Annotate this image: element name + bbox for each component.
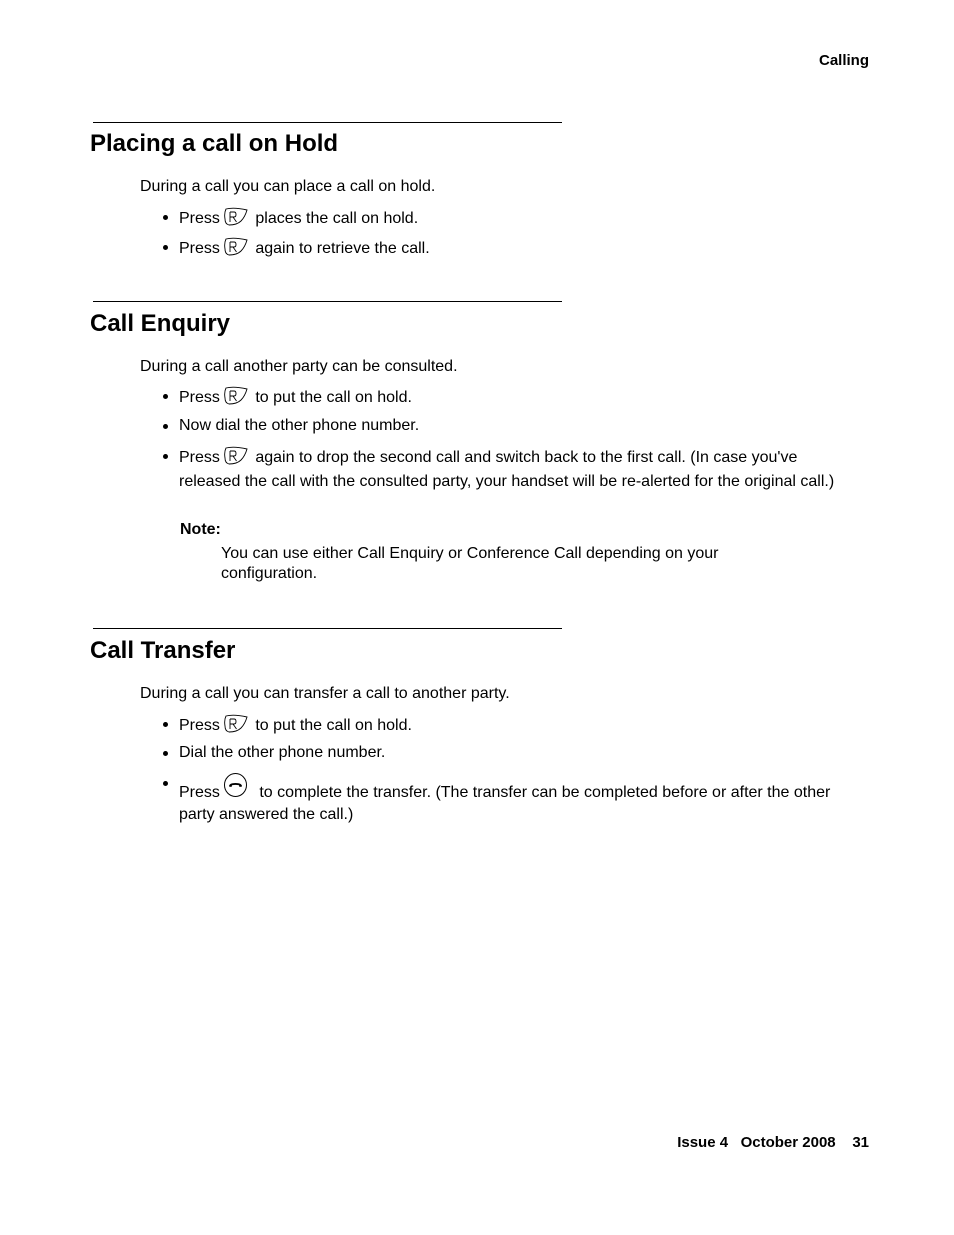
bullet-text: Dial the other phone number.: [179, 744, 386, 761]
list-item: [179, 237, 849, 263]
bullet-prefix: Press: [179, 784, 220, 801]
list-item: [179, 416, 849, 436]
section-title-hold: Placing a call on Hold: [90, 130, 339, 157]
bullet-prefix: Press: [179, 240, 220, 257]
section-rule: [93, 628, 562, 629]
r-key-icon: [223, 207, 249, 233]
list-item: [179, 207, 849, 233]
note-text: You can use either Call Enquiry or Conference Call depending on your configuration.: [221, 545, 719, 582]
r-key-icon: [223, 386, 249, 412]
r-key-icon: [223, 446, 249, 472]
bullet-text: again to drop the second call and switch back to the first call. (In case you've released the call with the consulted party, your handset will be re-alerted for the original call.): [179, 449, 835, 490]
bullet-text: to complete the transfer. (The transfer can be completed before or after the other party answered the call.): [179, 784, 831, 823]
list-item: [179, 743, 849, 763]
r-key-icon: [223, 237, 249, 263]
list-item: [179, 386, 849, 412]
list-item: [179, 773, 849, 825]
section-intro: During a call you can transfer a call to another party.: [140, 685, 510, 702]
end-call-key-icon: [223, 773, 249, 805]
bullet-text: places the call on hold.: [255, 210, 419, 227]
footer-issue: Issue 4: [677, 1134, 729, 1151]
list-item: [179, 714, 849, 740]
section-title-transfer: Call Transfer: [90, 637, 236, 664]
bullet-text: to put the call on hold.: [255, 717, 412, 734]
note-label: Note:: [180, 521, 221, 538]
section-intro: During a call another party can be consulted.: [140, 358, 458, 375]
section-rule: [93, 122, 562, 123]
section-title-enquiry: Call Enquiry: [90, 310, 231, 337]
bullet-text: Now dial the other phone number.: [179, 417, 420, 434]
running-header: Calling: [818, 52, 869, 69]
bullet-text: again to retrieve the call.: [255, 240, 430, 257]
bullet-prefix: Press: [179, 717, 220, 734]
bullet-prefix: Press: [179, 389, 220, 406]
section-intro: During a call you can place a call on hold.: [140, 178, 436, 195]
bullet-prefix: Press: [179, 210, 220, 227]
footer-page-number: 31: [852, 1134, 869, 1151]
footer-date: October 2008: [740, 1134, 836, 1151]
list-item: [179, 446, 849, 492]
page-footer: [677, 1134, 869, 1151]
bullet-prefix: Press: [179, 449, 220, 466]
bullet-text: to put the call on hold.: [255, 389, 412, 406]
r-key-icon: [223, 714, 249, 740]
section-rule: [93, 301, 562, 302]
